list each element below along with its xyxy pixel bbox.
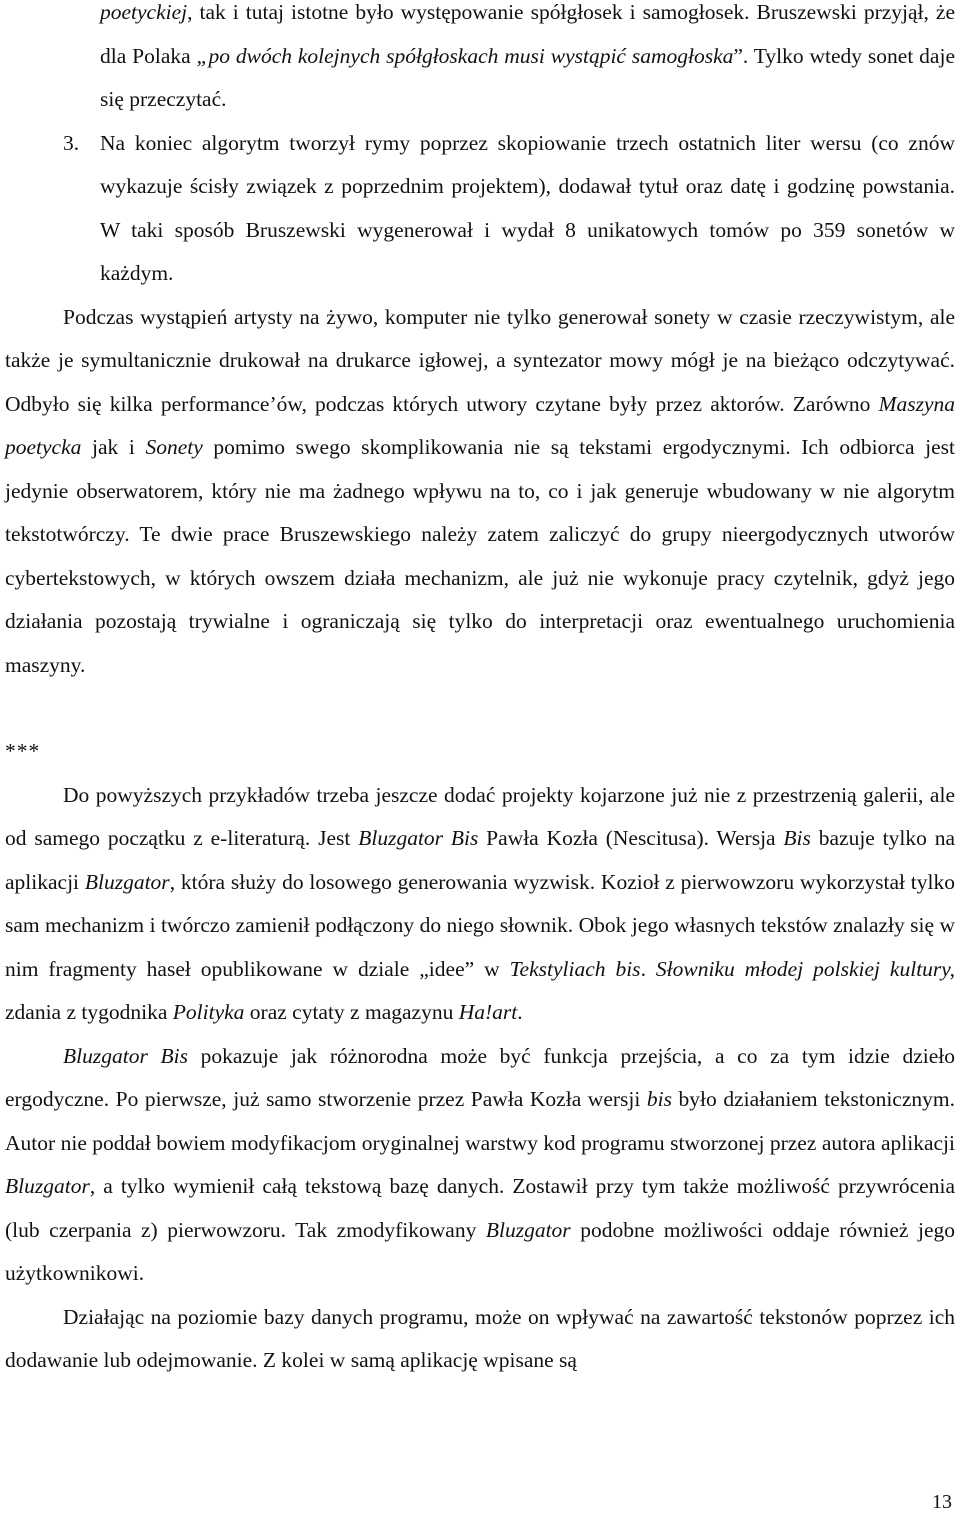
work-title: Bluzgator xyxy=(5,1174,90,1198)
work-title: Bluzgator xyxy=(485,1217,571,1242)
work-title: Tekstyliach bis xyxy=(509,956,641,981)
italic-quote: „po dwóch kolejnych spółgłoskach musi wystąpić samogłoska xyxy=(196,43,734,68)
document-page xyxy=(5,0,955,1383)
work-title: Maszyna poetycka xyxy=(5,391,955,459)
list-item-continuation: poetyckiej, tak i tutaj istotne było występowanie spółgłosek i samogłosek. Bruszewski przyjął, że dla Polaka „po dwóch kolejnych spółgłoskach musi wystąpić samogłoska”. Tylko wtedy sonet daje się przeczytać. xyxy=(100,0,955,111)
work-title: Bluzgator xyxy=(84,869,170,894)
work-title: Sonety xyxy=(145,435,203,459)
work-title: Ha!art xyxy=(458,1000,518,1024)
list-item-text: Na koniec algorytm tworzył rymy poprzez skopiowanie trzech ostatnich liter wersu (co znów wykazuje ścisły związek z poprzednim projektem), dodawał tytuł oraz datę i godzinę powstania. W taki sposób Bruszewski wygenerował i wydał 8 unikatowych tomów po 359 sonetów w każdym. xyxy=(100,130,955,285)
work-title: Bis xyxy=(783,826,811,850)
work-title: Bluzgator Bis xyxy=(63,1043,188,1068)
paragraph-bluzgator: Do powyższych przykładów trzeba jeszcze dodać projekty kojarzone już nie z przestrzenią galerii, ale od samego początku z e-literaturą. Jest Bluzgator Bis Pawła Kozła (Nescitusa). Wersja Bis bazuje tylko na aplikacji Bluzgator, która służy do losowego generowania wyzwisk. Kozioł z pierwowzoru wykorzystał tylko sam mechanizm i twórczo zamienił podłączony do niego słownik. Obok jego własnych tekstów znalazły się w nim fragmenty haseł opublikowane w dziale „idee” w Tekstyliach bis. Słowniku młodej polskiej kultury, zdania z tygodnika Polityka oraz cytaty z magazynu Ha!art. xyxy=(5,782,956,1024)
work-title: Słowniku młodej polskiej kultury, xyxy=(655,956,956,981)
section-gap xyxy=(5,687,955,730)
list-number: 3. xyxy=(63,130,80,155)
paragraph-performances: Podczas wystąpień artysty na żywo, komputer nie tylko generował sonety w czasie rzeczywistym, ale także je symultanicznie drukował na drukarce igłowej, a syntezator mowy mógł je na bieżąco odczytywać. Odbyło się kilka performance’ów, podczas których utwory czytane były przez aktorów. Zarówno Maszyna poetycka jak i Sonety pomimo swego skomplikowania nie są tekstami ergodycznymi. Ich odbiorca jest jedynie obserwatorem, który nie ma żadnego wpływu na to, co i jak generuje wbudowany w nie algorytm tekstotwórczy. Te dwie prace Bruszewskiego należy zatem zaliczyć do grupy nieergodycznych utworów cybertekstowych, w których owszem działa mechanizm, ale już nie wykonuje pracy czytelnik, gdyż jego działania pozostają trywialne i ograniczają się tylko do interpretacji oraz ewentualnego uruchomienia maszyny. xyxy=(5,304,956,677)
section-separator: *** xyxy=(5,739,41,763)
paragraph-database-level: Działając na poziomie bazy danych programu, może on wpływać na zawartość tekstonów poprzez ich dodawanie lub odejmowanie. Z kolei w samą aplikację wpisane są xyxy=(5,1304,955,1372)
paragraph-transition-function: Bluzgator Bis pokazuje jak różnorodna może być funkcja przejścia, a co za tym idzie dzieło ergodyczne. Po pierwsze, już samo stworzenie przez Pawła Kozła wersji bis było działaniem tekstonicznym. Autor nie poddał bowiem modyfikacjom oryginalnej warstwy kod programu stworzonej przez autora aplikacji Bluzgator, a tylko wymienił całą tekstową bazę danych. Zostawił przy tym także możliwość przywrócenia (lub czerpania z) pierwowzoru. Tak zmodyfikowany Bluzgator podobne możliwości oddaje również jego użytkownikowi. xyxy=(5,1043,955,1285)
work-title: Bluzgator Bis xyxy=(358,826,479,850)
work-title: bis xyxy=(646,1087,672,1111)
italic-term: poetyckiej xyxy=(100,0,188,24)
list-item-3 xyxy=(5,122,955,296)
work-title: Polityka xyxy=(172,1000,245,1024)
page-number: 13 xyxy=(932,1491,952,1513)
